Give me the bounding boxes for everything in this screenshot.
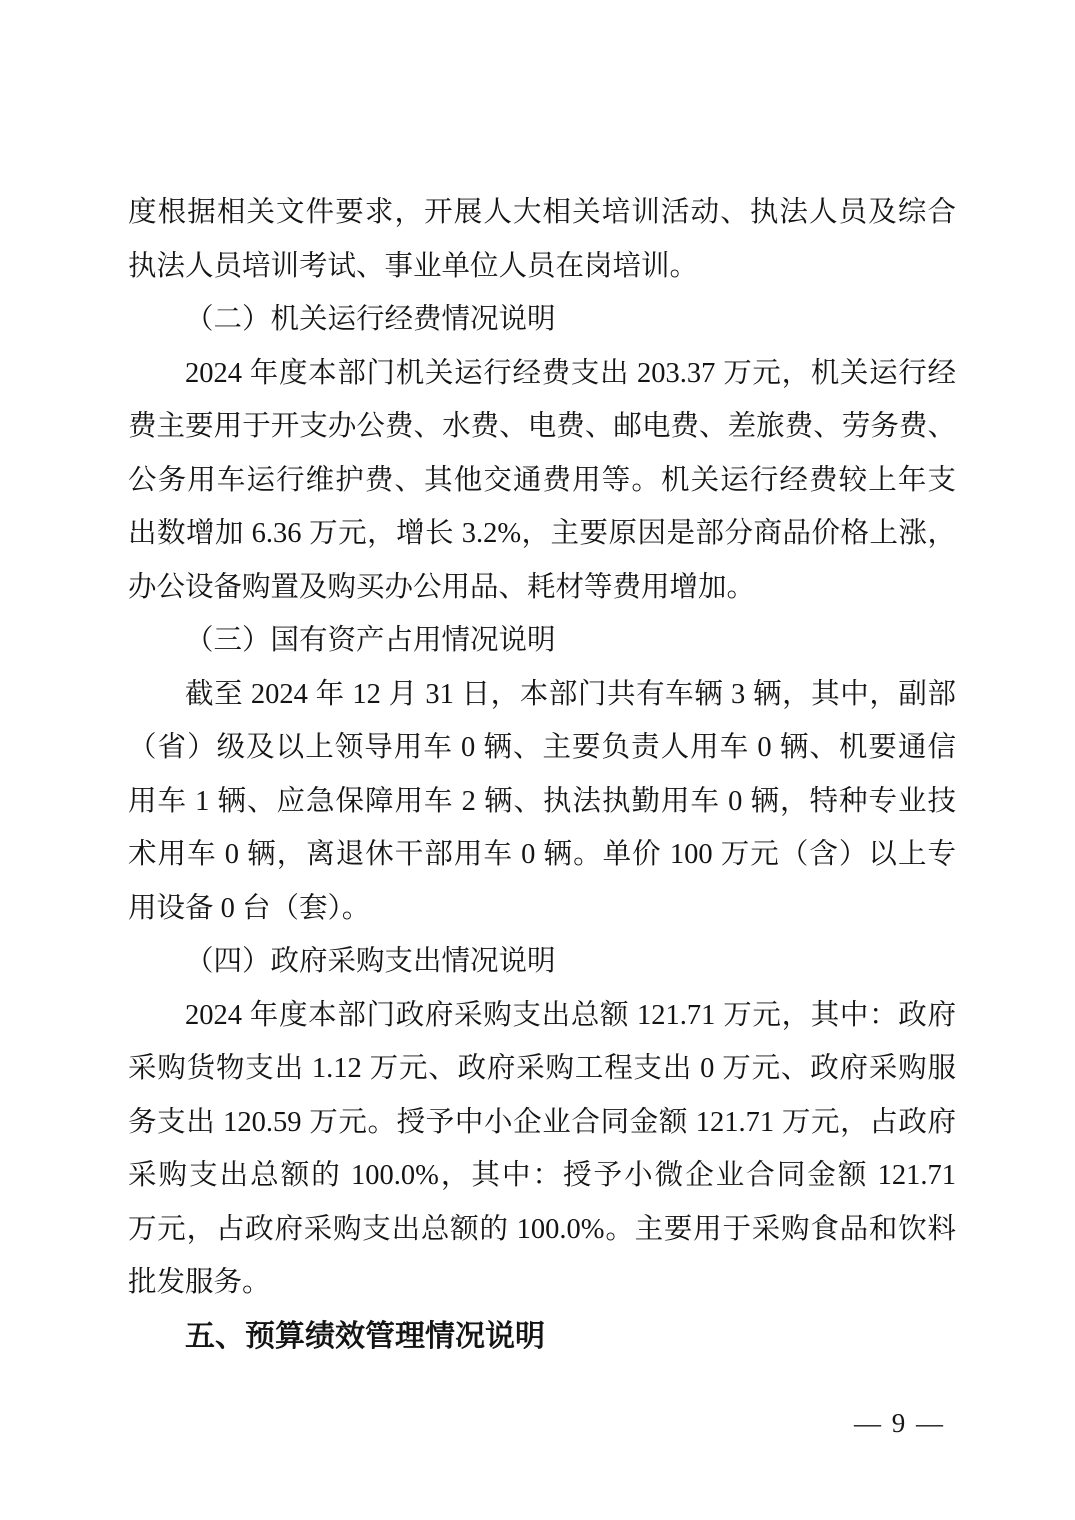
body-line: 执法人员培训考试、事业单位人员在岗培训。 [128,250,699,282]
body-line: 万元，占政府采购支出总额的 100.0%。主要用于采购食品和饮料 [128,1213,956,1245]
subsection-heading-2: （二）机关运行经费情况说明 [185,304,556,335]
section-heading-5: 五、预算绩效管理情况说明 [185,1319,545,1353]
page-number: — 9 — [854,1408,945,1438]
body-line: 办公设备购置及购买办公用品、耗材等费用增加。 [128,571,756,603]
body-line: 截至 2024 年 12 月 31 日，本部门共有车辆 3 辆，其中，副部 [185,678,956,710]
body-line: 术用车 0 辆，离退休干部用车 0 辆。单价 100 万元（含）以上专 [128,839,956,870]
body-line: 批发服务。 [128,1267,271,1298]
body-line: 2024 年度本部门机关运行经费支出 203.37 万元，机关运行经 [185,357,956,389]
body-line: （省）级及以上领导用车 0 辆、主要负责人用车 0 辆、机要通信 [128,732,956,763]
body-line: 采购货物支出 1.12 万元、政府采购工程支出 0 万元、政府采购服 [128,1053,956,1084]
body-line: 费主要用于开支办公费、水费、电费、邮电费、差旅费、劳务费、 [128,411,956,442]
body-line: 度根据相关文件要求，开展人大相关培训活动、执法人员及综合 [128,197,956,228]
body-line: 务支出 120.59 万元。授予中小企业合同金额 121.71 万元，占政府 [128,1106,956,1138]
page-body [128,186,956,1363]
body-line: 出数增加 6.36 万元，增长 3.2%，主要原因是部分商品价格上涨， [128,518,956,549]
subsection-heading-4: （四）政府采购支出情况说明 [185,946,556,977]
body-line: 采购支出总额的 100.0%，其中：授予小微企业合同金额 121.71 [128,1160,956,1191]
body-line: 用设备 0 台（套）。 [128,892,371,924]
body-line: 2024 年度本部门政府采购支出总额 121.71 万元，其中：政府 [185,999,956,1031]
body-line: 用车 1 辆、应急保障用车 2 辆、执法执勤用车 0 辆，特种专业技 [128,785,956,817]
subsection-heading-3: （三）国有资产占用情况说明 [185,625,556,656]
body-line: 公务用车运行维护费、其他交通费用等。机关运行经费较上年支 [128,464,956,496]
